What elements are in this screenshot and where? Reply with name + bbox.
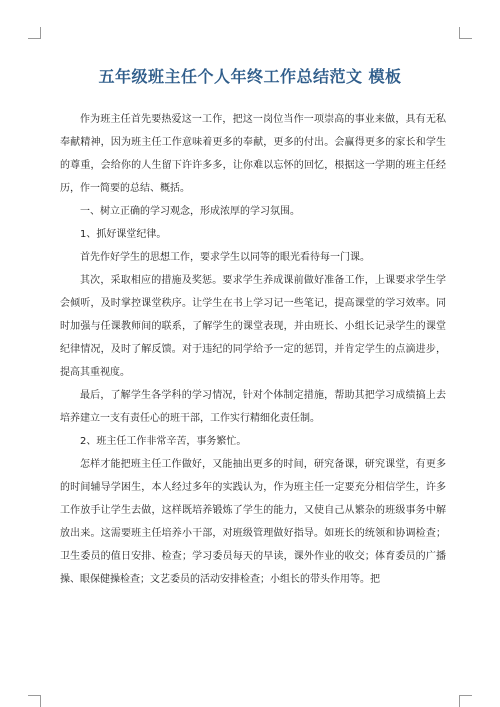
crop-mark-top-left-h xyxy=(28,38,40,39)
subheading-2: 2、班主任工作非常辛苦，事务繁忙。 xyxy=(80,436,247,447)
crop-mark-top-left-v xyxy=(40,27,41,39)
paragraph-delegation: 怎样才能把班主任工作做好，又能抽出更多的时间，研究备课，研究课堂，有更多的时间辅导学困生，本人经过多年的实践认为，作为班主任一定要充分相信学生，许多工作放手让学生去做，这样既培养锻炼了学生的能力，又使自己从繁杂的班级事务中解放出来。这需要班主任培养小干部，对班级管理做好指导。如班长的统领和协调检查；卫生委员的值日安排、检查；学习委员每天的早读，课外作业的收交；体育委员的广播操、眼保健操检查；文艺委员的活动安排检查；小组长的带头作用等。把 xyxy=(60,459,446,585)
crop-mark-bottom-left-v xyxy=(40,695,41,707)
section-heading-1: 一、树立正确的学习观念，形成浓厚的学习氛围。 xyxy=(80,206,300,217)
paragraph-first: 首先作好学生的思想工作，要求学生以同等的眼光看待每一门课。 xyxy=(80,252,370,263)
crop-mark-bottom-right-v xyxy=(459,695,460,707)
subheading-1: 1、抓好课堂纪律。 xyxy=(80,229,167,240)
crop-mark-top-right-v xyxy=(459,27,460,39)
crop-mark-bottom-left-h xyxy=(28,695,40,696)
paragraph-intro: 作为班主任首先要热爱这一工作，把这一岗位当作一项崇高的事业来做，具有无私奉献精神，因为班主任工作意味着更多的奉献，更多的付出。会赢得更多的家长和学生的尊重，会给你的人生留下许许多多，让你难以忘怀的回忆，根据这一学期的班主任经历，作一简要的总结、概括。 xyxy=(60,114,446,194)
crop-mark-bottom-right-h xyxy=(460,695,472,696)
crop-mark-top-right-h xyxy=(460,38,472,39)
document-body xyxy=(60,108,446,591)
paragraph-second: 其次，采取相应的措施及奖惩。要求学生养成课前做好准备工作，上课要求学生学会倾听，及时掌控课堂秩序。让学生在书上学习记一些笔记，提高课堂的学习效率。同时加强与任课教师间的联系，了解学生的课堂表现，并由班长、小组长记录学生的课堂纪律情况，及时了解反馈。对于违纪的同学给予一定的惩罚，并肯定学生的点滴进步，提高其重视度。 xyxy=(60,275,446,378)
document-title: 五年级班主任个人年终工作总结范文 模板 xyxy=(98,67,402,86)
paragraph-last: 最后，了解学生各学科的学习情况，针对个体制定措施，帮助其把学习成绩搞上去培养建立一支有责任心的班干部，工作实行精细化责任制。 xyxy=(60,390,446,424)
